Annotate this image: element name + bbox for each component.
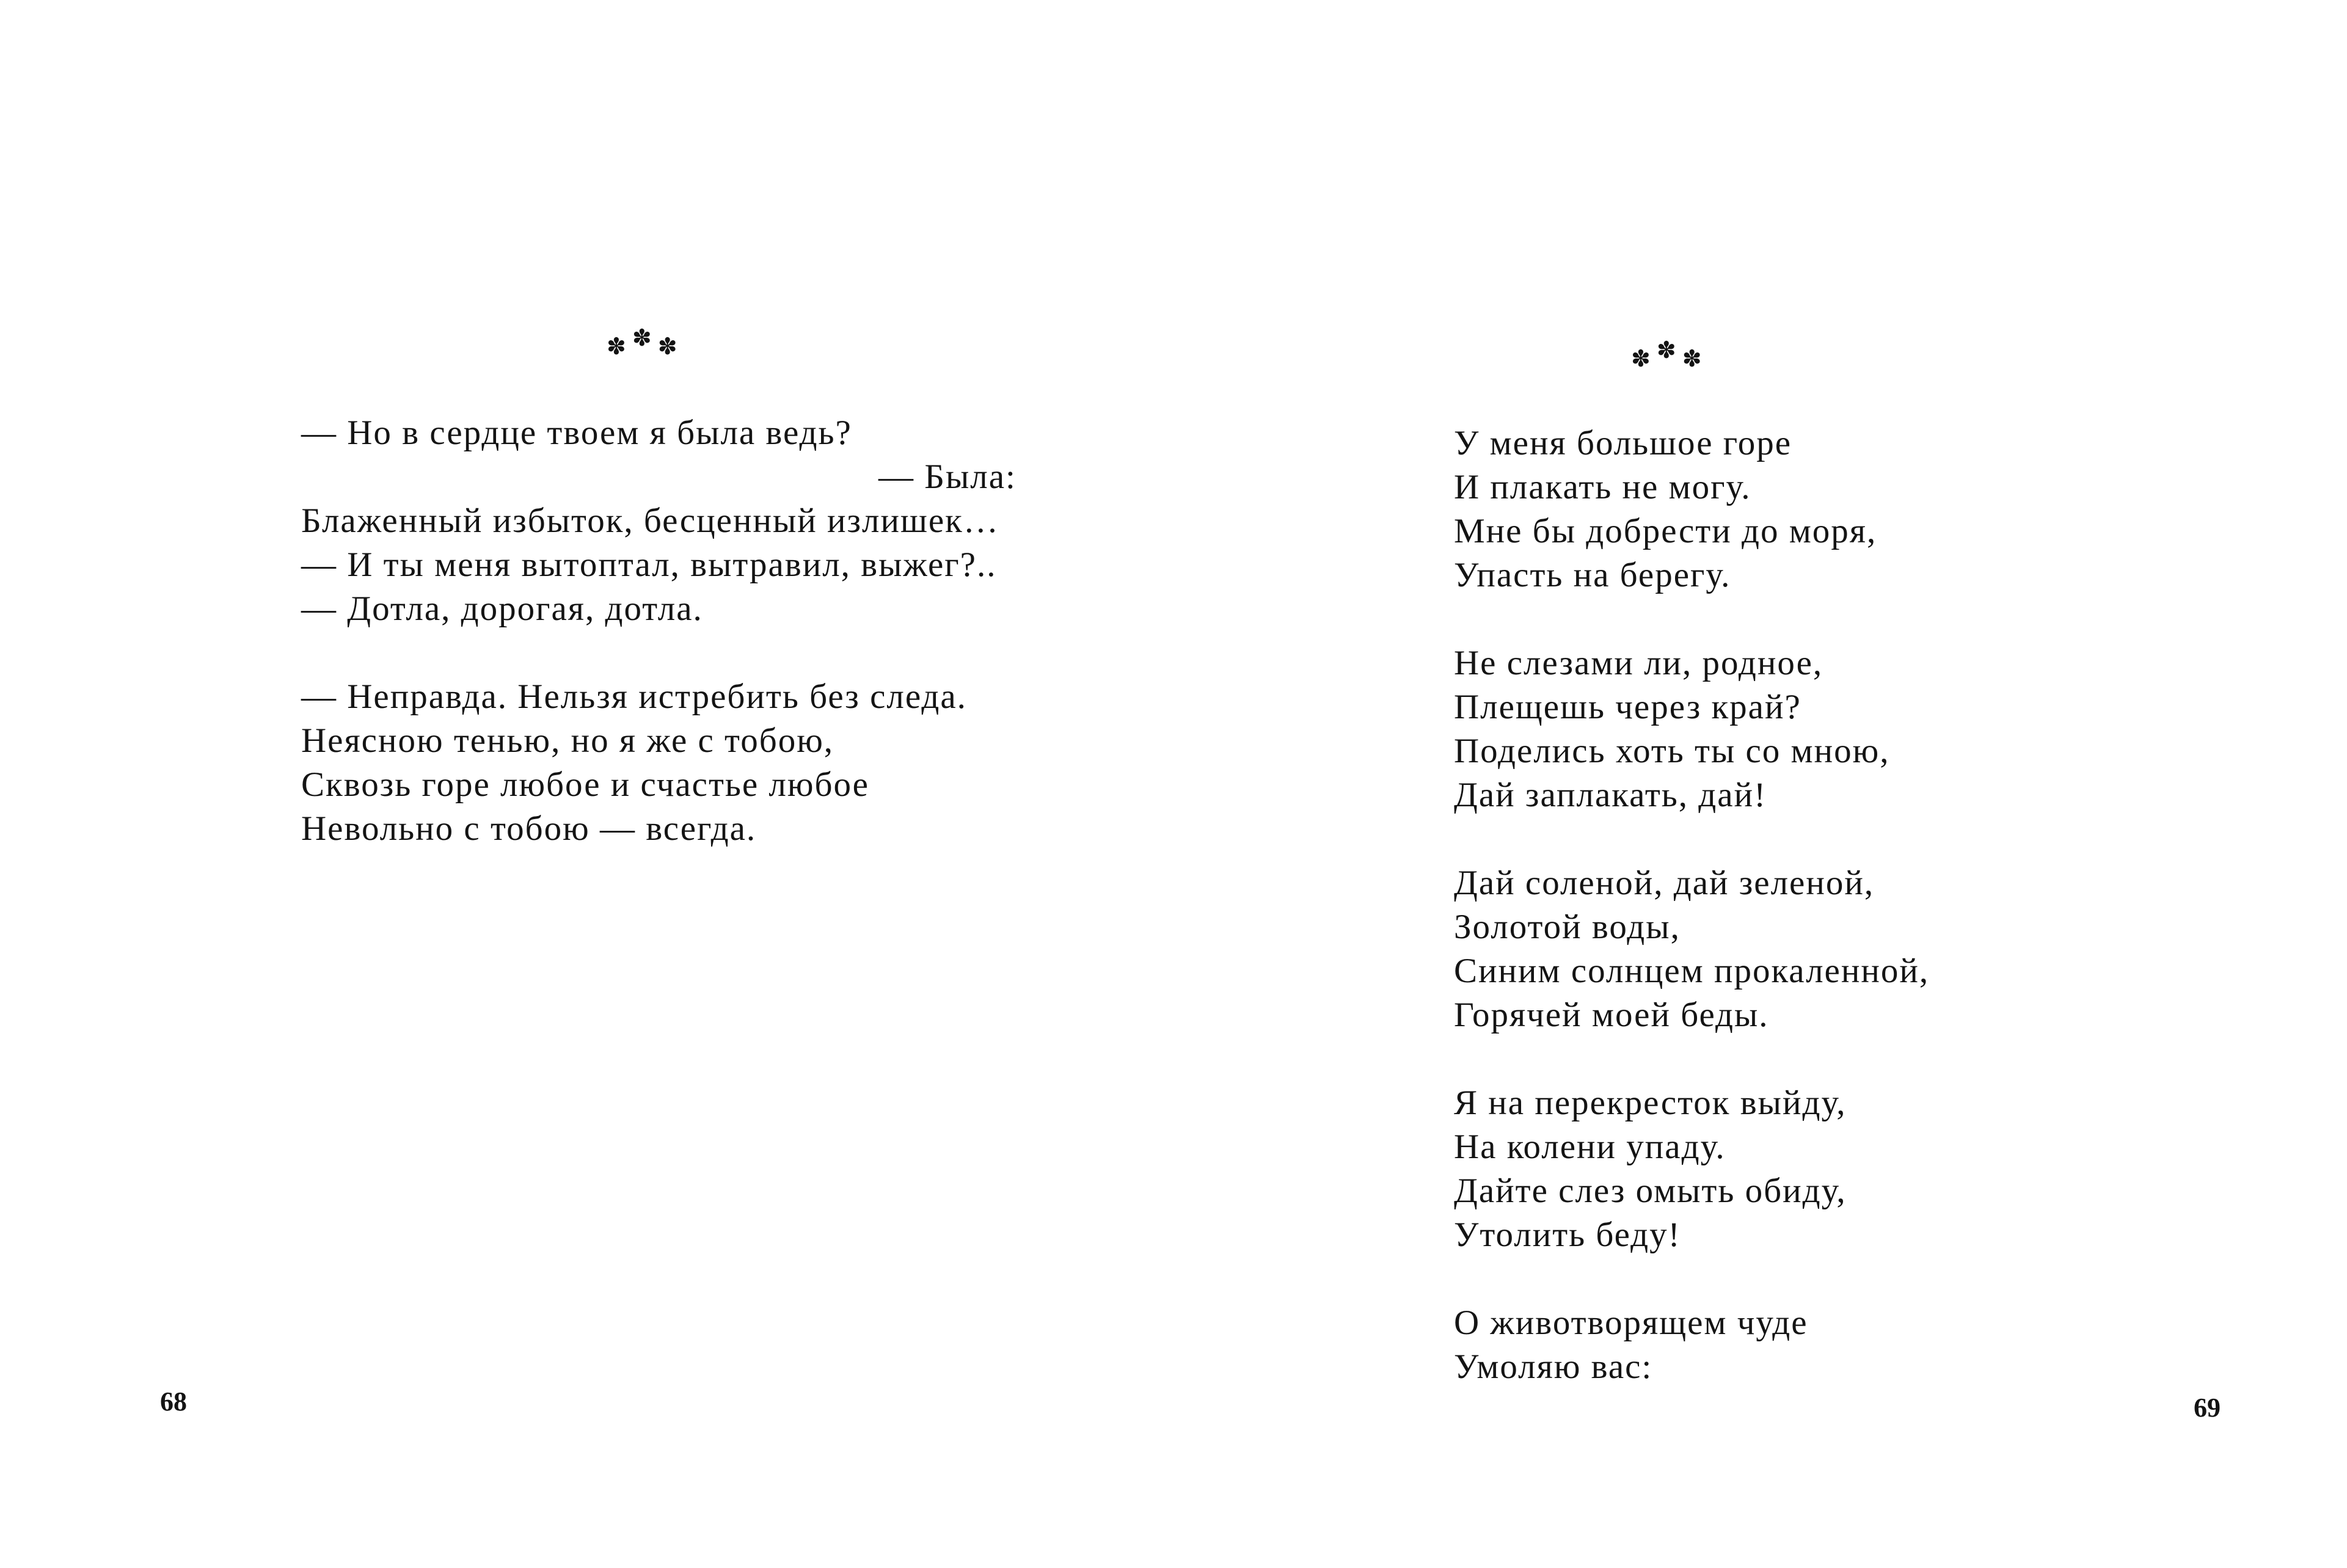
poem-line: — Была:	[878, 458, 1017, 496]
poem-line: Сквозь горе любое и счастье любое	[301, 765, 869, 804]
flower-icon: ✽	[607, 333, 626, 360]
poem-line: Не слезами ли, родное,	[1454, 644, 1823, 682]
poem-line: Дайте слез омыть обиду,	[1454, 1172, 1847, 1210]
page-number: 69	[2194, 1393, 2221, 1423]
poem-line: Горячей моей беды.	[1454, 996, 1769, 1034]
asterism-ornament	[607, 324, 677, 360]
poem-line: Блаженный избыток, бесценный излишек…	[301, 501, 999, 540]
poem-line: — Неправда. Нельзя истребить без следа.	[301, 677, 967, 716]
poem-line: Невольно с тобою — всегда.	[301, 809, 757, 848]
stanza	[1454, 641, 1929, 817]
poem-line: О животворящем чуде	[1454, 1304, 1808, 1342]
flower-icon: ✽	[657, 333, 677, 360]
stanza	[301, 675, 1017, 851]
poem-line: Я на перекресток выйду,	[1454, 1084, 1847, 1122]
stanza	[1454, 1301, 1929, 1389]
poem-right	[1454, 421, 1929, 1389]
poem-line: Дай заплакать, дай!	[1454, 776, 1767, 814]
poem-left	[301, 411, 1017, 851]
stanza	[1454, 1081, 1929, 1257]
poem-line: Дай соленой, дай зеленой,	[1454, 864, 1875, 902]
poem-line: — Дотла, дорогая, дотла.	[301, 589, 703, 628]
poem-line: Умоляю вас:	[1454, 1347, 1653, 1386]
flower-icon: ✽	[1631, 345, 1651, 372]
poem-line: И плакать не могу.	[1454, 468, 1751, 506]
poem-line: — И ты меня вытоптал, вытравил, выжег?..	[301, 545, 997, 584]
flower-icon: ✽	[1682, 345, 1702, 372]
poem-line: Синим солнцем прокаленной,	[1454, 952, 1930, 990]
asterism-ornament	[1631, 337, 1702, 372]
poem-line: Плещешь через край?	[1454, 688, 1801, 726]
poem-line: У меня большое горе	[1454, 424, 1792, 462]
poem-line: — Но в сердце твоем я была ведь?	[301, 414, 852, 452]
flower-icon: ✽	[1656, 337, 1676, 363]
poem-line: Утолить беду!	[1454, 1216, 1681, 1254]
poem-line: На колени упаду.	[1454, 1128, 1726, 1166]
stanza	[301, 411, 1017, 631]
right-page	[1174, 0, 2347, 1568]
stanza	[1454, 861, 1929, 1037]
poem-line: Золотой воды,	[1454, 908, 1681, 946]
page-number: 68	[160, 1387, 187, 1417]
poem-line: Неясною тенью, но я же с тобою,	[301, 721, 834, 760]
poem-line: Мне бы добрести до моря,	[1454, 512, 1877, 550]
poem-line: Упасть на берегу.	[1454, 556, 1731, 594]
flower-icon: ✽	[632, 324, 652, 351]
stanza	[1454, 421, 1929, 597]
poem-line: Поделись хоть ты со мною,	[1454, 732, 1890, 770]
